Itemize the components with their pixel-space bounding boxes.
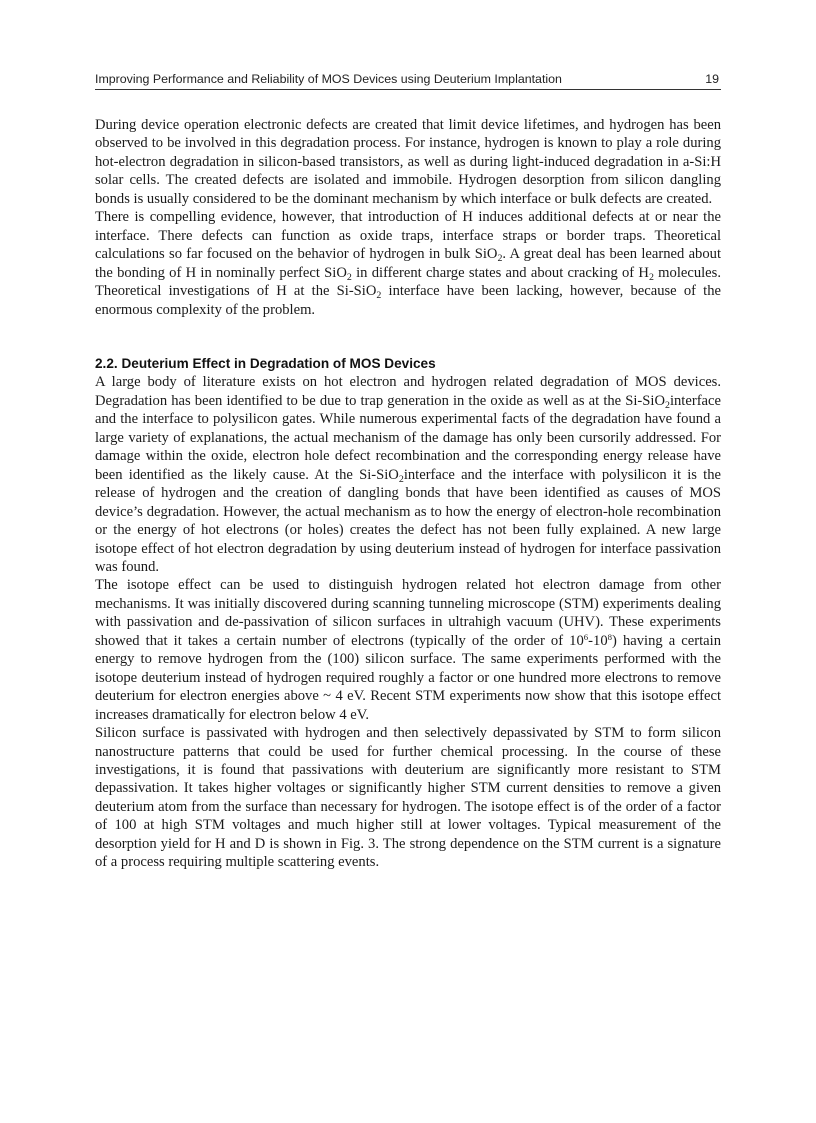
- page-number: 19: [705, 72, 719, 86]
- running-header: [95, 72, 721, 90]
- paragraph-3: A large body of literature exists on hot electron and hydrogen related degradation of MOS devices. Degradation has been identified to be due to trap generation in the oxide as well as at the Si-SiO$_2$interface and the interface to polysilicon gates. While numerous experimental facts of the degradation have found a large variety of explanations, the actual mechanism of the damage has only been cursorily addressed. For damage within the oxide, electron hole defect recombination and the corresponding energy release have been identified as the likely cause. At the Si-SiO$_2$interface and the interface with polysilicon it is the release of hydrogen and the creation of dangling bonds that have been identified as causes of MOS device’s degradation. However, the actual mechanism as to how the energy of electron-hole recombination or the energy of hot electrons (or holes) creates the defect has not been fully explained. A new large isotope effect of hot electron degradation by using deuterium instead of hydrogen for interface passivation was found.: [95, 374, 722, 575]
- paragraph-1: During device operation electronic defects are created that limit device lifetimes, and hydrogen has been observed to be involved in this degradation process. For instance, hydrogen is known to play a role during hot-electron degradation in silicon-based transistors, as well as during light-induced degradation in a-Si:H solar cells. The created defects are isolated and immobile. Hydrogen desorption from silicon dangling bonds is usually considered to be the dominant mechanism by which interface or bulk defects are created.: [95, 117, 721, 207]
- paragraph-2: There is compelling evidence, however, that introduction of H induces additional defects at or near the interface. There defects can function as oxide traps, interface straps or border traps. Theoretical calculations so far focused on the behavior of hydrogen in bulk SiO$_2$. A great deal has been learned about the bonding of H in nominally perfect SiO$_2$ in different charge states and about cracking of $H_2$ molecules. Theoretical investigations of H at the Si-SiO$_2$ interface have been lacking, however, because of the enormous complexity of the problem.: [95, 209, 722, 318]
- paragraph-5: Silicon surface is passivated with hydrogen and then selectively depassivated by STM to form silicon nanostructure patterns that could be used for further chemical processing. In the course of these investigations, it is found that passivations with deuterium are significantly more resistant to STM depassivation. It takes higher voltages or significantly higher STM current densities to remove a given deuterium atom from the surface than necessary for hydrogen. The isotope effect is of the order of a factor of 100 at high STM voltages and much higher still at lower voltages. Typical measurement of the desorption yield for H and D is shown in Fig. 3. The strong dependence on the STM current is a signature of a process requiring multiple scattering events.: [95, 725, 721, 871]
- paragraph-4: The isotope effect can be used to distinguish hydrogen related hot electron damage from other mechanisms. It was initially discovered during scanning tunneling microscope (STM) experiments dealing with passivation and de-passivation of silicon surfaces in ultrahigh vacuum (UHV). These experiments showed that it takes a certain number of electrons (typically of the order of $10^6-10^8$) having a certain energy to remove hydrogen from the (100) silicon surface. The same experiments performed with the isotope deuterium instead of hydrogen required roughly a factor or one hundred more electrons to remove deuterium for electron energies above ~ 4 eV. Recent STM experiments now show that this isotope effect increases dramatically for electron below 4 eV.: [95, 577, 722, 723]
- body-text: [95, 116, 721, 872]
- section-spacer: [95, 319, 721, 355]
- section-heading: 2.2. Deuterium Effect in Degradation of MOS Devices: [95, 355, 436, 371]
- running-header-title: Improving Performance and Reliability of MOS Devices using Deuterium Implantation: [95, 72, 562, 86]
